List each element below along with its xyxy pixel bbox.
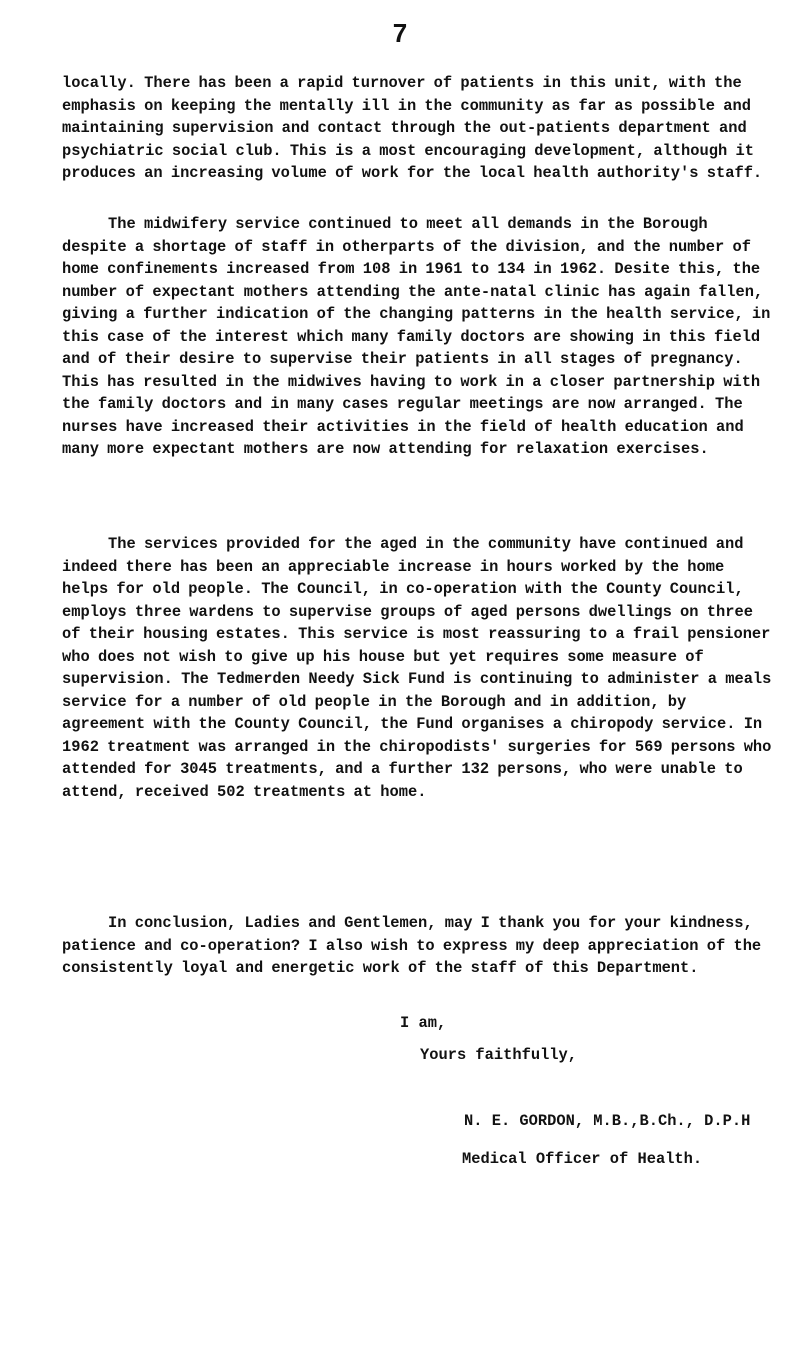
page-number: 7 [392, 18, 408, 48]
paragraph-mental-health: locally. There has been a rapid turnover of patients in this unit, with the emphasis on keeping the mentally ill in the community as far as possible and maintaining supervision and contact through the out-patients department and psychiatric social club. This is a most encouraging development, although it produces an increasing volume of work for the local health authority's staff. [62, 74, 763, 182]
paragraph-aged-services: The services provided for the aged in the community have continued and indeed there has been an appreciable increase in hours worked by the home helps for old people. The Council, in co-operation with the County Council, employs three wardens to supervise groups of aged persons dwellings on three of their housing estates. This service is most reassuring to a frail pensioner who does not wish to give up his house but yet requires some measure of supervision. The Tedmerden Needy Sick Fund is continuing to administer a meals service for a number of old people in the Borough and in addition, by agreement with the County Council, the Fund organises a chiropody service. In 1962 treatment was arranged in the chiropodists' surgeries for 569 persons who attended for 3045 treatments, and a further 132 persons, who were unable to attend, received 502 treatments at home. [62, 535, 772, 801]
signatory-name: N. E. GORDON, M.B.,B.Ch., D.P.H [464, 1112, 751, 1130]
paragraph-conclusion: In conclusion, Ladies and Gentlemen, may I thank you for your kindness, patience and co-operation? I also wish to express my deep appreciation of the consistently loyal and energetic work of the staff of this Department. [62, 914, 762, 977]
paragraph-midwifery: The midwifery service continued to meet all demands in the Borough despite a shortage of staff in otherparts of the division, and the number of home confinements increased from 108 in 1961 to 134 in 1962. Desite this, the number of expectant mothers attending the ante-natal clinic has again fallen, giving a further indication of the changing patterns in the health service, in this case of the interest which many family doctors are showing in this field and of their desire to supervise their patients in all stages of pregnancy. This has resulted in the midwives having to work in a closer partnership with the family doctors and in many cases regular meetings are now arranged. The nurses have increased their activities in the field of health education and many more expectant mothers are now attending for relaxation exercises. [62, 215, 771, 458]
signatory-title: Medical Officer of Health. [462, 1150, 703, 1168]
closing-i-am: I am, [400, 1014, 447, 1032]
closing-yours-faithfully: Yours faithfully, [420, 1046, 578, 1064]
